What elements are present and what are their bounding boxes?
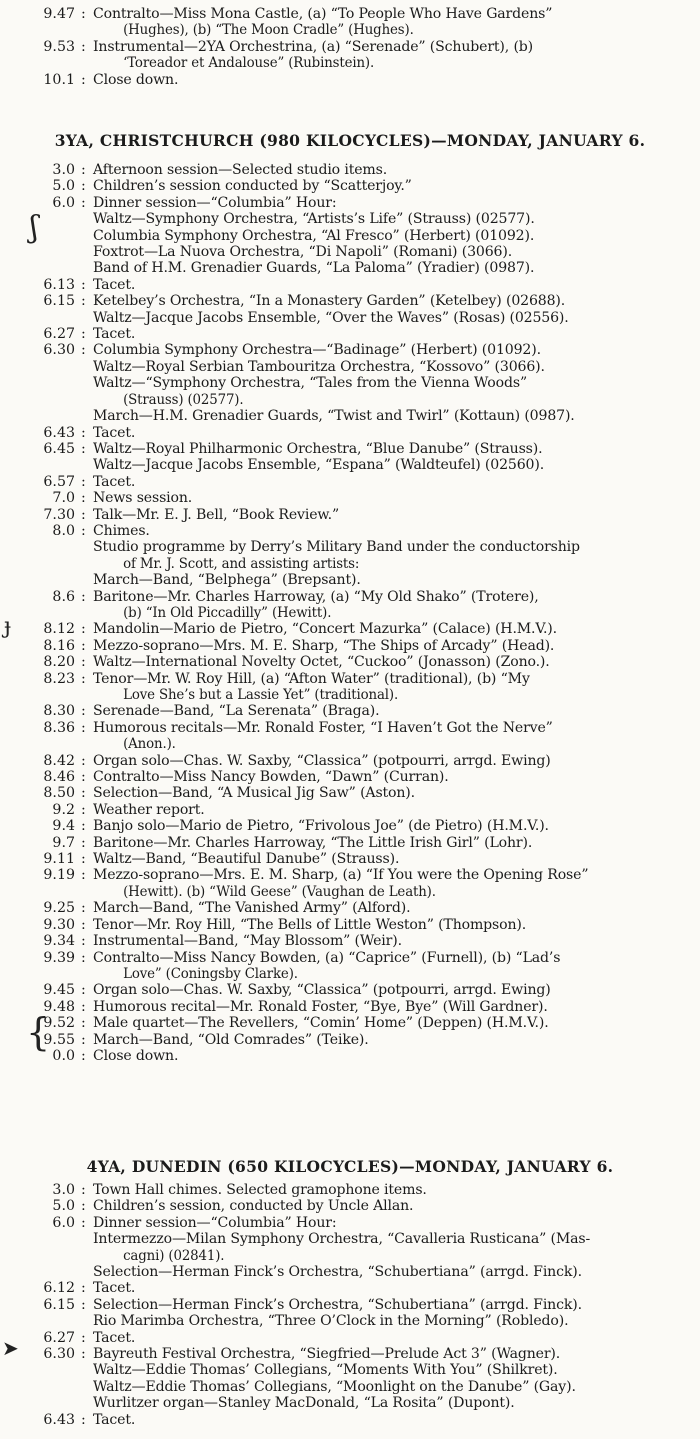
margin-pencil-mark: ʃ bbox=[30, 210, 39, 245]
entry-time: 9.47 bbox=[43, 6, 75, 22]
time-separator: : bbox=[81, 71, 86, 88]
entry-text-line: Mezzo-soprano—Mrs. M. E. Sharp, “The Ships of Arcady” (Head). bbox=[93, 637, 555, 654]
entry-time: 8.12 bbox=[43, 621, 75, 638]
entry-time: 8.16 bbox=[43, 637, 75, 654]
entry-time: 9.45 bbox=[43, 982, 75, 999]
programme-entry bbox=[0, 933, 700, 949]
entry-text-line: Waltz—Jacque Jacobs Ensemble, “Over the Waves” (Rosas) (02556). bbox=[93, 309, 569, 326]
programme-entry bbox=[0, 671, 700, 704]
entry-continuation-line: Love” (Coningsby Clarke). bbox=[123, 965, 298, 982]
entry-time: 7.0 bbox=[52, 490, 75, 507]
time-separator: : bbox=[81, 1296, 86, 1313]
entry-text-line: Male quartet—The Revellers, “Comin’ Home” (Deppen) (H.M.V.). bbox=[93, 1015, 549, 1032]
entry-time: 6.45 bbox=[43, 440, 75, 457]
section-heading-3ya: 3YA, CHRISTCHURCH (980 KILOCYCLES)—MONDAY, JANUARY 6. bbox=[54, 131, 646, 150]
time-separator: : bbox=[81, 342, 86, 359]
time-separator: : bbox=[81, 1280, 86, 1297]
entry-text-line: Humorous recital—Mr. Ronald Foster, “Bye, Bye” (Will Gardner). bbox=[93, 998, 548, 1015]
entry-time: 6.0 bbox=[52, 1214, 75, 1231]
programme-entry bbox=[0, 441, 700, 474]
entry-text-line: March—Band, “Belphega” (Brepsant). bbox=[93, 572, 361, 589]
entry-text-line: Waltz—Eddie Thomas’ Collegians, “Moonlight on the Danube” (Gay). bbox=[93, 1378, 576, 1395]
programme-entry bbox=[0, 1297, 700, 1330]
time-separator: : bbox=[81, 473, 86, 490]
entry-text-line: Wurlitzer organ—Stanley MacDonald, “La Rosita” (Dupont). bbox=[93, 1395, 515, 1412]
time-separator: : bbox=[81, 916, 86, 933]
entry-time: 9.4 bbox=[52, 818, 75, 835]
time-separator: : bbox=[81, 785, 86, 802]
section-2ya-continued bbox=[0, 6, 700, 88]
entry-text-line: Close down. bbox=[93, 71, 179, 88]
time-separator: : bbox=[81, 1015, 86, 1032]
entry-time: 8.50 bbox=[43, 785, 75, 802]
margin-arrow-mark: ➤ bbox=[2, 1336, 19, 1360]
entry-text-line: Foxtrot—La Nuova Orchestra, “Di Napoli” (Romani) (3066). bbox=[93, 244, 513, 261]
time-separator: : bbox=[81, 933, 86, 950]
time-separator: : bbox=[81, 670, 86, 687]
programme-entry bbox=[0, 950, 700, 983]
entry-time: 9.30 bbox=[43, 916, 75, 933]
entry-time: 9.39 bbox=[43, 949, 75, 966]
programme-entry bbox=[0, 474, 700, 490]
time-separator: : bbox=[81, 326, 86, 343]
entry-text-line: Waltz—“Symphony Orchestra, “Tales from the Vienna Woods” bbox=[93, 375, 528, 392]
entry-time: 6.43 bbox=[43, 424, 75, 441]
entry-time: 6.15 bbox=[43, 293, 75, 310]
programme-entry bbox=[0, 523, 700, 589]
programme-entry bbox=[0, 818, 700, 834]
entry-continuation-line: (Anon.). bbox=[123, 736, 176, 753]
programme-entry bbox=[0, 1330, 700, 1346]
entry-time: 7.30 bbox=[43, 506, 75, 523]
entry-text-line: Columbia Symphony Orchestra, “Al Fresco” (Herbert) (01092). bbox=[93, 227, 535, 244]
time-separator: : bbox=[81, 6, 86, 22]
entry-text-line: Waltz—Royal Serbian Tambouritza Orchestra, “Kossovo” (3066). bbox=[93, 358, 545, 375]
programme-entry bbox=[0, 1346, 700, 1412]
entry-time: 5.0 bbox=[52, 1198, 75, 1215]
programme-entry bbox=[0, 999, 700, 1015]
entry-text-line: Instrumental—Band, “May Blossom” (Weir). bbox=[93, 933, 402, 950]
entry-continuation-line: Love She’s but a Lassie Yet” (traditional). bbox=[123, 687, 399, 703]
time-separator: : bbox=[81, 506, 86, 523]
entry-text-line: Studio programme by Derry’s Military Band under the conductorship bbox=[93, 539, 580, 556]
entry-text-line: Tacet. bbox=[93, 326, 136, 343]
entry-text-line: Waltz—Symphony Orchestra, “Artists’s Life” (Strauss) (02577). bbox=[93, 211, 535, 228]
entry-text-line: Town Hall chimes. Selected gramophone items. bbox=[93, 1182, 427, 1198]
programme-entry bbox=[0, 342, 700, 424]
time-separator: : bbox=[81, 703, 86, 720]
entry-time: 8.30 bbox=[43, 703, 75, 720]
programme-entry bbox=[0, 1032, 700, 1048]
entry-text-line: Organ solo—Chas. W. Saxby, “Classica” (potpourri, arrgd. Ewing) bbox=[93, 752, 551, 769]
time-separator: : bbox=[81, 38, 86, 55]
entry-time: 6.12 bbox=[43, 1280, 75, 1297]
entry-text-line: Baritone—Mr. Charles Harroway, “The Little Irish Girl” (Lohr). bbox=[93, 834, 533, 851]
programme-entry bbox=[0, 39, 700, 72]
entry-text-line: Ketelbey’s Orchestra, “In a Monastery Garden” (Ketelbey) (02688). bbox=[93, 293, 566, 310]
entry-text-line: March—Band, “The Vanished Army” (Alford). bbox=[93, 900, 411, 917]
entry-text-line: Tacet. bbox=[93, 424, 136, 441]
entry-text-line: Bayreuth Festival Orchestra, “Siegfried—Prelude Act 3” (Wagner). bbox=[93, 1346, 561, 1363]
entry-time: 9.2 bbox=[52, 801, 75, 818]
entry-time: 8.0 bbox=[52, 522, 75, 539]
programme-entry bbox=[0, 802, 700, 818]
entry-text-line: Band of H.M. Grenadier Guards, “La Paloma” (Yradier) (0987). bbox=[93, 260, 535, 277]
programme-entry bbox=[0, 178, 700, 194]
programme-entry bbox=[0, 835, 700, 851]
entry-text-line: Chimes. bbox=[93, 522, 150, 539]
entry-time: 9.19 bbox=[43, 867, 75, 884]
programme-entry bbox=[0, 785, 700, 801]
time-separator: : bbox=[81, 637, 86, 654]
time-separator: : bbox=[81, 588, 86, 605]
programme-entry bbox=[0, 195, 700, 277]
entry-time: 8.20 bbox=[43, 654, 75, 671]
time-separator: : bbox=[81, 522, 86, 539]
time-separator: : bbox=[81, 178, 86, 195]
entry-text-line: Tacet. bbox=[93, 473, 136, 490]
entry-time: 5.0 bbox=[52, 178, 75, 195]
time-separator: : bbox=[81, 621, 86, 638]
entry-text-line: Banjo solo—Mario de Pietro, “Frivolous Joe” (de Pietro) (H.M.V.). bbox=[93, 818, 549, 835]
entry-text-line: Humorous recitals—Mr. Ronald Foster, “I Haven’t Got the Nerve” bbox=[93, 719, 553, 736]
entry-time: 8.6 bbox=[52, 588, 75, 605]
time-separator: : bbox=[81, 949, 86, 966]
time-separator: : bbox=[81, 818, 86, 835]
time-separator: : bbox=[81, 1182, 86, 1198]
entry-text-line: Selection—Herman Finck’s Orchestra, “Schubertiana” (arrgd. Finck). bbox=[93, 1264, 582, 1281]
entry-time: 9.25 bbox=[43, 900, 75, 917]
entry-text-line: March—Band, “Old Comrades” (Teike). bbox=[93, 1031, 369, 1048]
programme-entry bbox=[0, 293, 700, 326]
entry-continuation-line: (Hughes), (b) “The Moon Cradle” (Hughes). bbox=[123, 22, 414, 39]
programme-entry bbox=[0, 900, 700, 916]
entry-text-line: Talk—Mr. E. J. Bell, “Book Review.” bbox=[93, 506, 340, 523]
margin-bracket-mark: { bbox=[26, 1010, 51, 1054]
margin-pencil-mark: ɟ bbox=[4, 614, 11, 639]
section-3ya-christchurch bbox=[0, 162, 700, 1064]
entry-time: 6.0 bbox=[52, 194, 75, 211]
entry-time: 8.42 bbox=[43, 752, 75, 769]
entry-text-line: Contralto—Miss Mona Castle, (a) “To People Who Have Gardens” bbox=[93, 6, 553, 22]
entry-time: 6.27 bbox=[43, 326, 75, 343]
programme-entry bbox=[0, 621, 700, 637]
time-separator: : bbox=[81, 851, 86, 868]
programme-entry bbox=[0, 917, 700, 933]
entry-time: 0.0 bbox=[52, 1047, 75, 1064]
time-separator: : bbox=[81, 1198, 86, 1215]
entry-text-line: Selection—Herman Finck’s Orchestra, “Schubertiana” (arrgd. Finck). bbox=[93, 1296, 582, 1313]
programme-entry bbox=[0, 6, 700, 39]
programme-entry bbox=[0, 851, 700, 867]
entry-text-line: Children’s session, conducted by Uncle Allan. bbox=[93, 1198, 414, 1215]
entry-time: 9.11 bbox=[43, 851, 75, 868]
entry-time: 6.15 bbox=[43, 1296, 75, 1313]
programme-entry bbox=[0, 1412, 700, 1428]
entry-text-line: Tacet. bbox=[93, 1280, 136, 1297]
programme-entry bbox=[0, 703, 700, 719]
time-separator: : bbox=[81, 293, 86, 310]
entry-time: 6.43 bbox=[43, 1411, 75, 1428]
entry-time: 6.57 bbox=[43, 473, 75, 490]
entry-continuation-line: cagni) (02841). bbox=[123, 1247, 225, 1264]
time-separator: : bbox=[81, 719, 86, 736]
entry-text-line: Mandolin—Mario de Pietro, “Concert Mazurka” (Calace) (H.M.V.). bbox=[93, 621, 557, 638]
programme-entry bbox=[0, 425, 700, 441]
entry-text-line: Waltz—International Novelty Octet, “Cuckoo” (Jonasson) (Zono.). bbox=[93, 654, 550, 671]
programme-entry bbox=[0, 769, 700, 785]
entry-text-line: Mezzo-soprano—Mrs. E. M. Sharp, (a) “If You were the Opening Rose” bbox=[93, 867, 589, 884]
entry-text-line: Contralto—Miss Nancy Bowden, (a) “Caprice” (Furnell), (b) “Lad’s bbox=[93, 949, 561, 966]
time-separator: : bbox=[81, 752, 86, 769]
time-separator: : bbox=[81, 276, 86, 293]
time-separator: : bbox=[81, 900, 86, 917]
time-separator: : bbox=[81, 982, 86, 999]
time-separator: : bbox=[81, 1346, 86, 1363]
programme-entry bbox=[0, 589, 700, 622]
entry-text-line: Waltz—Band, “Beautiful Danube” (Strauss). bbox=[93, 851, 400, 868]
time-separator: : bbox=[81, 194, 86, 211]
entry-time: 9.48 bbox=[43, 998, 75, 1015]
entry-time: 9.52 bbox=[43, 1015, 75, 1032]
time-separator: : bbox=[81, 867, 86, 884]
entry-time: 6.13 bbox=[43, 276, 75, 293]
section-heading-4ya: 4YA, DUNEDIN (650 KILOCYCLES)—MONDAY, JANUARY 6. bbox=[86, 1157, 614, 1176]
entry-text-line: Children’s session conducted by “Scatterjoy.” bbox=[93, 178, 412, 195]
entry-continuation-line: (Hewitt). (b) “Wild Geese” (Vaughan de Leath). bbox=[123, 883, 436, 900]
time-separator: : bbox=[81, 1031, 86, 1048]
entry-time: 9.53 bbox=[43, 38, 75, 55]
programme-entry bbox=[0, 72, 700, 88]
time-separator: : bbox=[81, 654, 86, 671]
entry-text-line: Waltz—Royal Philharmonic Orchestra, “Blue Danube” (Strauss). bbox=[93, 440, 543, 457]
entry-text-line: Waltz—Jacque Jacobs Ensemble, “Espana” (Waldteufel) (02560). bbox=[93, 457, 545, 474]
entry-text-line: Tacet. bbox=[93, 1411, 136, 1428]
entry-text-line: News session. bbox=[93, 490, 193, 507]
time-separator: : bbox=[81, 490, 86, 507]
entry-continuation-line: of Mr. J. Scott, and assisting artists: bbox=[123, 555, 360, 572]
entry-time: 3.0 bbox=[52, 1182, 75, 1198]
entry-text-line: Tenor—Mr. Roy Hill, “The Bells of Little Weston” (Thompson). bbox=[93, 916, 527, 933]
entry-time: 8.36 bbox=[43, 719, 75, 736]
time-separator: : bbox=[81, 998, 86, 1015]
programme-entry bbox=[0, 162, 700, 178]
entry-time: 9.34 bbox=[43, 933, 75, 950]
entry-text-line: Columbia Symphony Orchestra—“Badinage” (Herbert) (01092). bbox=[93, 342, 541, 359]
entry-continuation-line: (b) “In Old Piccadilly” (Hewitt). bbox=[123, 604, 332, 621]
entry-text-line: Intermezzo—Milan Symphony Orchestra, “Cavalleria Rusticana” (Mas- bbox=[93, 1231, 591, 1248]
entry-text-line: Contralto—Miss Nancy Bowden, “Dawn” (Curran). bbox=[93, 769, 449, 786]
section-4ya-dunedin bbox=[0, 1182, 700, 1428]
entry-text-line: Weather report. bbox=[93, 801, 205, 818]
entry-text-line: March—H.M. Grenadier Guards, “Twist and Twirl” (Kottaun) (0987). bbox=[93, 408, 575, 425]
entry-time: 9.7 bbox=[52, 834, 75, 851]
time-separator: : bbox=[81, 1214, 86, 1231]
entry-time: 3.0 bbox=[52, 162, 75, 178]
time-separator: : bbox=[81, 834, 86, 851]
programme-entry bbox=[0, 1198, 700, 1214]
entry-text-line: Tacet. bbox=[93, 1329, 136, 1346]
entry-text-line: Tacet. bbox=[93, 276, 136, 293]
programme-entry bbox=[0, 654, 700, 670]
entry-text-line: Close down. bbox=[93, 1047, 179, 1064]
entry-text-line: Dinner session—“Columbia” Hour: bbox=[93, 1214, 337, 1231]
entry-continuation-line: (Strauss) (02577). bbox=[123, 391, 244, 408]
programme-entry bbox=[0, 1280, 700, 1296]
time-separator: : bbox=[81, 801, 86, 818]
time-separator: : bbox=[81, 1411, 86, 1428]
entry-time: 10.1 bbox=[43, 71, 75, 88]
programme-entry bbox=[0, 490, 700, 506]
programme-entry bbox=[0, 867, 700, 900]
time-separator: : bbox=[81, 424, 86, 441]
programme-entry bbox=[0, 753, 700, 769]
entry-text-line: Baritone—Mr. Charles Harroway, (a) “My Old Shako” (Trotere), bbox=[93, 588, 539, 605]
entry-text-line: Dinner session—“Columbia” Hour: bbox=[93, 194, 337, 211]
time-separator: : bbox=[81, 1329, 86, 1346]
entry-time: 6.30 bbox=[43, 342, 75, 359]
programme-entry bbox=[0, 1215, 700, 1281]
programme-entry bbox=[0, 638, 700, 654]
time-separator: : bbox=[81, 440, 86, 457]
time-separator: : bbox=[81, 769, 86, 786]
programme-entry bbox=[0, 277, 700, 293]
entry-text-line: Selection—Band, “A Musical Jig Saw” (Aston). bbox=[93, 785, 415, 802]
programme-entry bbox=[0, 1182, 700, 1198]
entry-text-line: Waltz—Eddie Thomas’ Collegians, “Moments With You” (Shilkret). bbox=[93, 1362, 558, 1379]
entry-time: 6.27 bbox=[43, 1329, 75, 1346]
entry-time: 8.46 bbox=[43, 769, 75, 786]
entry-text-line: Organ solo—Chas. W. Saxby, “Classica” (potpourri, arrgd. Ewing) bbox=[93, 982, 551, 999]
entry-text-line: Tenor—Mr. W. Roy Hill, (a) “Afton Water” (traditional), (b) “My bbox=[93, 670, 530, 687]
entry-time: 9.55 bbox=[43, 1031, 75, 1048]
programme-entry bbox=[0, 1015, 700, 1031]
entry-time: 8.23 bbox=[43, 670, 75, 687]
entry-text-line: Afternoon session—Selected studio items. bbox=[93, 162, 388, 178]
programme-entry bbox=[0, 1048, 700, 1064]
entry-time: 6.30 bbox=[43, 1346, 75, 1363]
programme-entry bbox=[0, 982, 700, 998]
programme-entry bbox=[0, 326, 700, 342]
programme-entry bbox=[0, 507, 700, 523]
time-separator: : bbox=[81, 162, 86, 178]
entry-text-line: Serenade—Band, “La Serenata” (Braga). bbox=[93, 703, 380, 720]
programme-entry bbox=[0, 720, 700, 753]
time-separator: : bbox=[81, 1047, 86, 1064]
entry-continuation-line: ‘Toreador et Andalouse” (Rubinstein). bbox=[123, 55, 375, 72]
entry-text-line: Instrumental—2YA Orchestrina, (a) “Serenade” (Schubert), (b) bbox=[93, 38, 534, 55]
entry-text-line: Rio Marimba Orchestra, “Three O’Clock in the Morning” (Robledo). bbox=[93, 1313, 569, 1330]
